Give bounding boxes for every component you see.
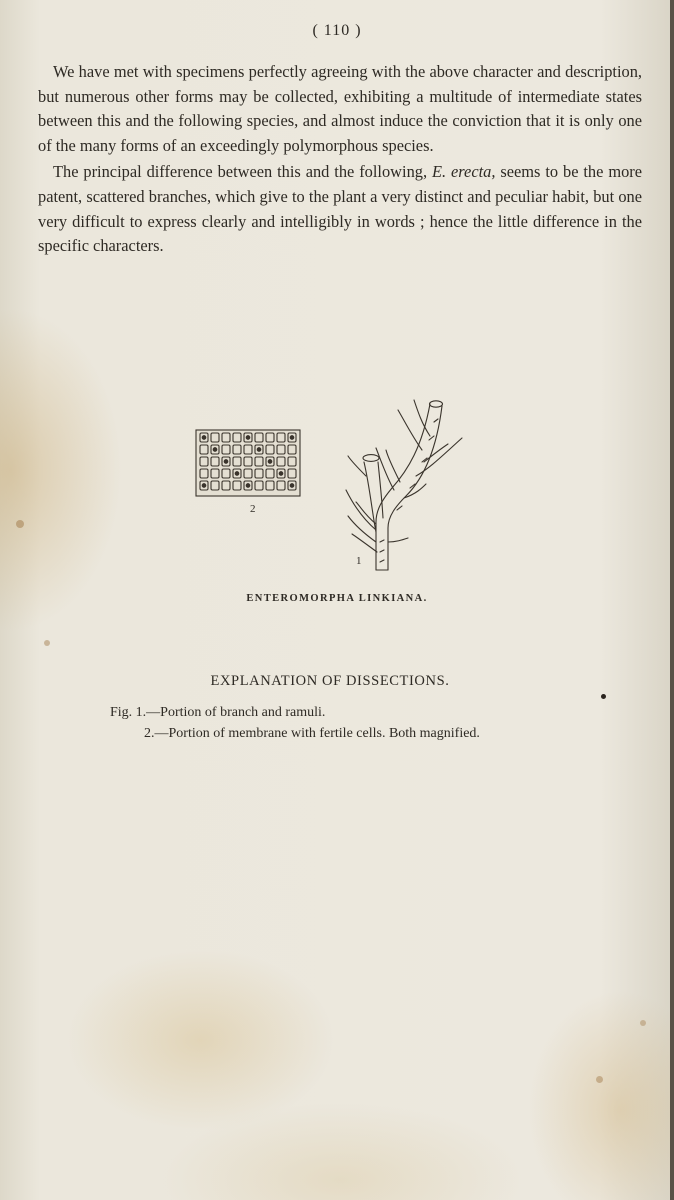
paragraph-2-start: The principal difference between this and the following, (53, 162, 432, 182)
fertile-cell-nucleus (235, 472, 239, 476)
figure-caption: ENTEROMORPHA LINKIANA. (246, 593, 428, 604)
foxing-spot (640, 1020, 646, 1026)
foxing-spot (16, 520, 24, 528)
figure-2-explanation: 2.—Portion of membrane with fertile cells. Both magnified. (144, 726, 480, 741)
page-number: ( 110 ) (312, 22, 362, 39)
species-name: E. erecta, (431, 162, 496, 182)
fertile-cell-nucleus (246, 484, 250, 488)
fertile-cell-nucleus (224, 460, 228, 464)
paragraph-2-end: seems to be the more patent, scattered branches, which give to the plant a very distinct and peculiar habit, but one very difficult to express clearly and intelligibly in words ; hence the little difference in the specific characters. (38, 162, 642, 256)
ink-speck (601, 694, 606, 699)
figure-1-label: 1 (356, 555, 362, 567)
fertile-cell-nucleus (213, 448, 217, 452)
paragraph-1: We have met with specimens perfectly agreeing with the above character and description, but numerous other forms may be collected, exhibiting a multitude of intermediate states between this and the following species, and almost induce the conviction that it is only one of the many forms of an exceedingly polymorphous species. (38, 62, 642, 155)
enteromorpha-illustration (190, 392, 480, 582)
paragraph-2 (38, 160, 642, 258)
fertile-cell-nucleus (279, 472, 283, 476)
foxing-spot (596, 1076, 603, 1083)
membrane-cells-drawing (196, 430, 300, 496)
fertile-cell-nucleus (202, 484, 206, 488)
branch-drawing (346, 400, 462, 570)
figure-1-explanation: Fig. 1.—Portion of branch and ramuli. (110, 705, 326, 720)
fertile-cell-nucleus (268, 460, 272, 464)
body-text (38, 60, 642, 261)
fertile-cell-nucleus (202, 436, 206, 440)
fertile-cell-nucleus (257, 448, 261, 452)
fertile-cell-nucleus (290, 484, 294, 488)
fertile-cell-nucleus (246, 436, 250, 440)
explanation-heading: EXPLANATION OF DISSECTIONS. (210, 673, 450, 689)
foxing-spot (44, 640, 50, 646)
figure-2-label: 2 (250, 503, 256, 515)
fertile-cell-nucleus (290, 436, 294, 440)
